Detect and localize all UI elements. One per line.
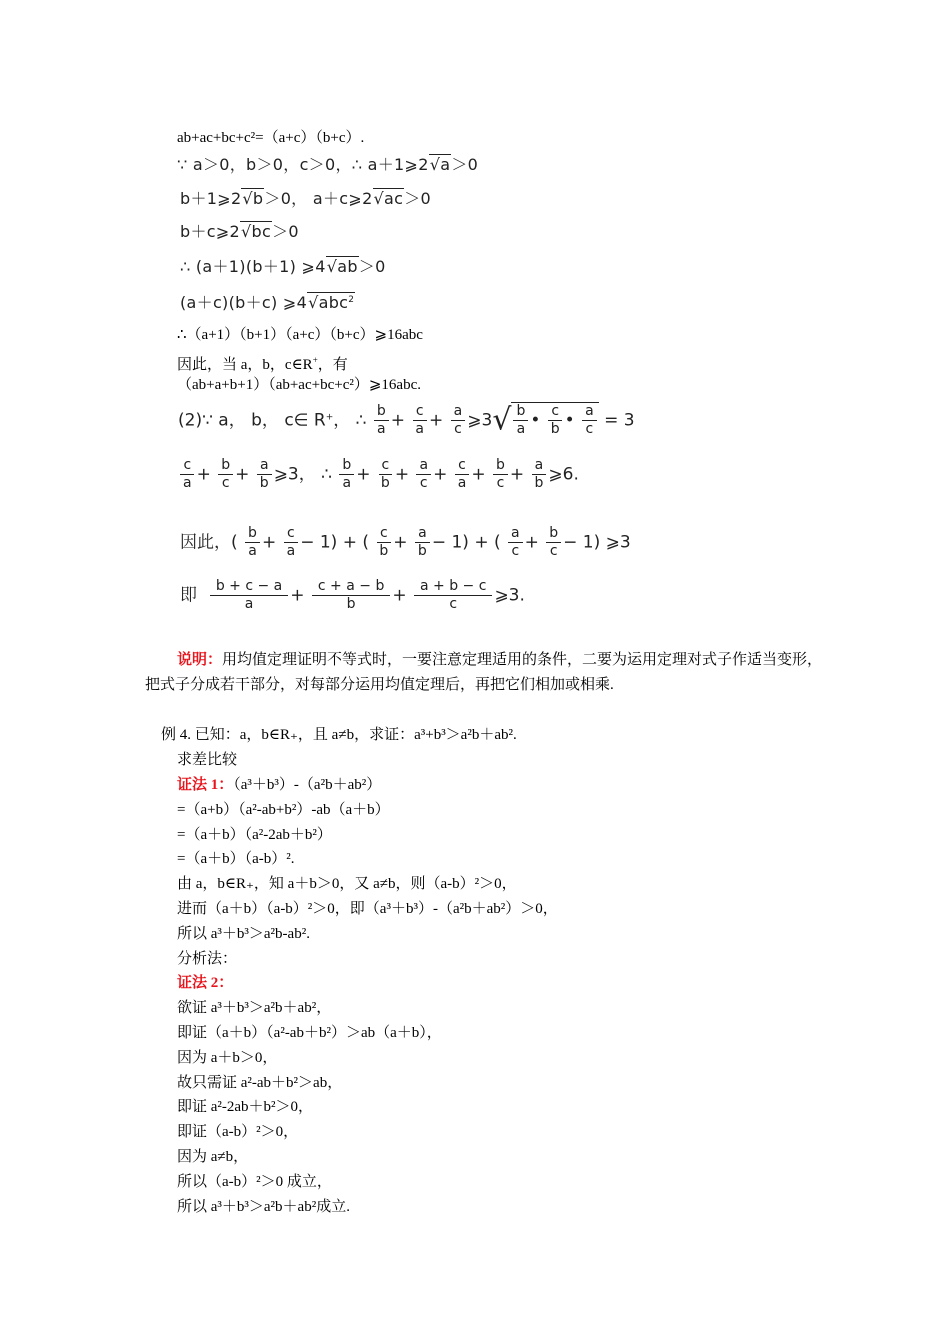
- formula-line: (a＋c)(b＋c) ⩾4√abc$^2$: [180, 293, 355, 312]
- fraction: $\frac{a}{b}$: [415, 525, 430, 560]
- note-paragraph: 说明：用均值定理证明不等式时，一要注意定理适用的条件，二要为运用定理对式子作适当变形，把式子分成若干部分，对每部分运用均值定理后，再把它们相加或相乘.: [145, 652, 823, 693]
- text-line: 求差比较: [177, 752, 238, 768]
- example-title: 例 4. 已知：a，b∈R₊，且 a≠b，求证：a³+b³＞a²b＋ab².: [161, 727, 517, 743]
- sqrt: √ac: [373, 189, 404, 208]
- fraction: $\frac{a + b - c}{c}$: [414, 578, 492, 613]
- text-line: [177, 973, 233, 993]
- text-line: 即证 a²-2ab＋b²＞0，: [177, 1099, 314, 1115]
- text-line: 进而（a＋b）（a-b）²＞0，即（a³＋b³）-（a²b＋ab²）＞0，: [177, 901, 558, 917]
- sqrt: √bc: [241, 222, 272, 241]
- formula-line: b＋c⩾2√bc＞0: [180, 222, 299, 241]
- fraction: $\frac{b}{c}$: [493, 457, 508, 492]
- sqrt: √a: [429, 155, 451, 174]
- text-line: =（a＋b）（a²-2ab＋b²）: [177, 827, 332, 843]
- text-line: 所以 a³＋b³＞a²b-ab².: [177, 926, 310, 942]
- text-line: 分析法：: [177, 951, 238, 967]
- fraction: $\frac{c}{a}$: [455, 457, 470, 492]
- text-line: ∴（a+1）（b+1）（a+c）（b+c）⩾16abc: [177, 327, 423, 343]
- formula-line: 因此，( $\frac{b}{a}$ + $\frac{c}{a}$ − 1) + ( $\frac{c}{b}$ + $\frac{a}{b}$ − 1) + ( $\frac{a}{c}$ + $\frac{b}{c}$ − 1) ⩾3: [180, 525, 631, 559]
- text-line: ab+ac+bc+c²=（a+c）（b+c）.: [177, 130, 365, 146]
- text-line: 证法 1：（a³＋b³）-（a²b＋ab²）: [177, 777, 382, 793]
- fraction: $\frac{a}{c}$: [451, 403, 466, 438]
- formula-line: ∵ a＞0，b＞0，c＞0，∴ a＋1⩾2√a＞0: [177, 155, 479, 174]
- sqrt: √abc$^2$: [308, 293, 355, 312]
- fraction: $\frac{c}{b}$: [378, 457, 393, 492]
- text-line: 故只需证 a²-ab＋b²＞ab，: [177, 1075, 343, 1091]
- sqrt: √ab: [326, 257, 358, 276]
- fraction: $\frac{b + c - a}{a}$: [210, 578, 288, 613]
- text-line: 即证（a＋b）（a²-ab＋b²）＞ab（a＋b），: [177, 1025, 442, 1041]
- proof-label: 证法 1：: [177, 777, 234, 793]
- text-line: 因为 a＋b＞0，: [177, 1050, 278, 1066]
- sqrt: √b: [242, 189, 264, 208]
- text-line: =（a＋b）（a-b）².: [177, 851, 295, 867]
- fraction: $\frac{a}{b}$: [532, 457, 547, 492]
- text-line: 所以 a³＋b³＞a²b＋ab²成立.: [177, 1199, 350, 1215]
- formula-line: b＋1⩾2√b＞0， a＋c⩾2√ac＞0: [180, 189, 432, 208]
- fraction: $\frac{b}{c}$: [546, 525, 561, 560]
- fraction: $\frac{c}{b}$: [376, 525, 391, 560]
- fraction: $\frac{c}{a}$: [284, 525, 299, 560]
- text-line: （ab+a+b+1）（ab+ac+bc+c²）⩾16abc.: [177, 377, 421, 393]
- text-line: 因为 a≠b，: [177, 1149, 249, 1165]
- text-line: 欲证 a³＋b³＞a²b＋ab²，: [177, 1000, 332, 1016]
- fraction: $\frac{b}{a}$: [374, 403, 389, 438]
- text-line: =（a+b）（a²-ab+b²）-ab（a＋b）: [177, 802, 390, 818]
- fraction: $\frac{a}{c}$: [416, 457, 431, 492]
- fraction: $\frac{b}{a}$: [245, 525, 260, 560]
- fraction: $\frac{b}{c}$: [218, 457, 233, 492]
- fraction: $\frac{c}{a}$: [180, 457, 195, 492]
- fraction: $\frac{a}{b}$: [257, 457, 272, 492]
- formula-line: (2)∵ a， b， c∈ R+， ∴ $\frac{b}{a}$ + $\frac{c}{a}$ + $\frac{a}{c}$ ⩾3√ $\frac{b}{a}$ • $\frac{c}{b}$ • $\frac{a}{c}$ = 3: [178, 402, 635, 438]
- formula-line: 即 $\frac{b + c - a}{a}$ + $\frac{c + a - b}{b}$ + $\frac{a + b - c}{c}$ ⩾3.: [180, 578, 525, 612]
- formula-line: ∴ (a＋1)(b＋1) ⩾4√ab＞0: [180, 257, 386, 276]
- fraction: $\frac{a}{c}$: [582, 403, 597, 438]
- fraction: $\frac{b}{a}$: [513, 403, 528, 438]
- note-label: 说明：: [177, 652, 223, 668]
- text-line: 因此，当 a，b，c∈R+，有: [177, 355, 348, 373]
- fraction: $\frac{c}{b}$: [548, 403, 563, 438]
- proof-label: 证法 2：: [177, 975, 234, 991]
- fraction: $\frac{c + a - b}{b}$: [312, 578, 390, 613]
- formula-line: $\frac{c}{a}$ + $\frac{b}{c}$ + $\frac{a}{b}$ ⩾3， ∴ $\frac{b}{a}$ + $\frac{c}{b}$ + $\frac{a}{c}$ + $\frac{c}{a}$ + $\frac{b}{c}$ + $\frac{a}{b}$ ⩾6.: [178, 457, 579, 492]
- fraction: $\frac{b}{a}$: [339, 457, 354, 492]
- text-line: 由 a，b∈R₊，知 a＋b＞0，又 a≠b，则（a-b）²＞0，: [177, 876, 517, 892]
- fraction: $\frac{a}{c}$: [508, 525, 523, 560]
- fraction: $\frac{c}{a}$: [412, 403, 427, 438]
- text-line: 所以（a-b）²＞0 成立，: [177, 1174, 332, 1190]
- text-line: 即证（a-b）²＞0，: [177, 1124, 299, 1140]
